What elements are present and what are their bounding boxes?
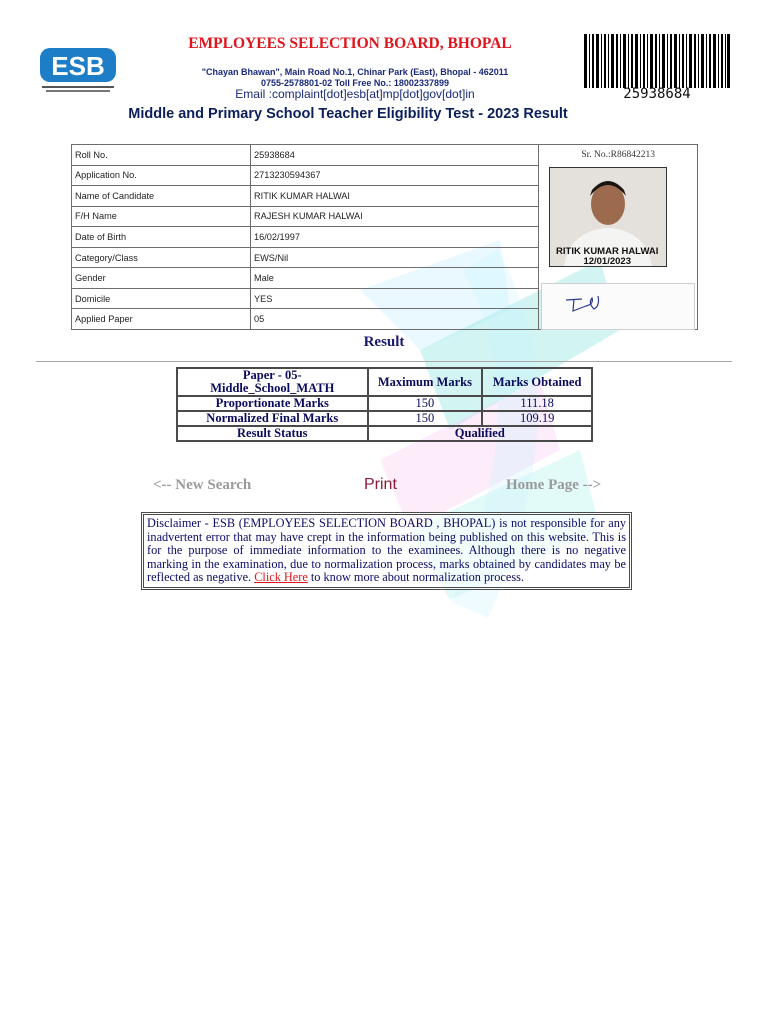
disclaimer-box bbox=[141, 512, 632, 590]
photo-cell bbox=[539, 145, 698, 330]
row-value: EWS/Nil bbox=[251, 247, 539, 268]
address-line-1: "Chayan Bhawan", Main Road No.1, Chinar Park (East), Bhopal - 462011 bbox=[201, 67, 509, 77]
paper-header: Paper - 05- Middle_School_MATH bbox=[177, 368, 368, 396]
svg-text:ESB: ESB bbox=[51, 51, 105, 81]
row-label: Category/Class bbox=[72, 247, 251, 268]
result-status-label: Result Status bbox=[177, 426, 368, 441]
result-table bbox=[176, 367, 593, 442]
result-status-value: Qualified bbox=[368, 426, 592, 441]
table-row bbox=[177, 411, 592, 426]
row-label: F/H Name bbox=[72, 206, 251, 227]
divider bbox=[36, 361, 732, 362]
barcode-number: 25938684 bbox=[623, 86, 691, 102]
marks-row-label: Normalized Final Marks bbox=[177, 411, 368, 426]
esb-logo bbox=[38, 44, 118, 96]
print-button[interactable]: Print bbox=[364, 476, 397, 493]
row-label: Application No. bbox=[72, 165, 251, 186]
max-marks-header: Maximum Marks bbox=[368, 368, 483, 396]
address bbox=[150, 67, 560, 89]
disclaimer-text: Disclaimer - ESB (EMPLOYEES SELECTION BOARD , BHOPAL) is not responsible for any inadvertent error that may have crept in the information being published on this website. This is for the purpose of immediate information to the examinees. Although there is no negative marking in the examination, due to normalization process, marks obtained by candidates may be reflected as negative. bbox=[147, 516, 626, 584]
row-value: 16/02/1997 bbox=[251, 227, 539, 248]
result-heading: Result bbox=[363, 334, 405, 350]
table-row bbox=[72, 145, 698, 166]
photo-caption-name: RITIK KUMAR HALWAI bbox=[556, 246, 659, 257]
row-label: Name of Candidate bbox=[72, 186, 251, 207]
candidate-details-table bbox=[71, 144, 698, 330]
row-label: Applied Paper bbox=[72, 309, 251, 330]
row-label: Gender bbox=[72, 268, 251, 289]
signature-box bbox=[541, 283, 695, 330]
row-value: YES bbox=[251, 288, 539, 309]
serial-number: Sr. No.:R86842213 bbox=[581, 150, 655, 160]
row-value: RITIK KUMAR HALWAI bbox=[251, 186, 539, 207]
marks-obtained-header: Marks Obtained bbox=[482, 368, 592, 396]
marks-row-label: Proportionate Marks bbox=[177, 396, 368, 411]
barcode bbox=[584, 34, 730, 88]
disclaimer-after-link: to know more about normalization process. bbox=[310, 570, 524, 584]
row-value: Male bbox=[251, 268, 539, 289]
marks-obtained-value: 109.19 bbox=[482, 411, 592, 426]
signature-image bbox=[542, 284, 694, 329]
exam-title: Middle and Primary School Teacher Eligibility Test - 2023 Result bbox=[128, 106, 568, 122]
row-label: Domicile bbox=[72, 288, 251, 309]
photo-caption-date: 12/01/2023 bbox=[583, 256, 631, 267]
email-text: Email :complaint[dot]esb[at]mp[dot]gov[dot]in bbox=[235, 87, 475, 101]
new-search-link[interactable]: <-- New Search bbox=[153, 477, 252, 493]
max-marks-value: 150 bbox=[368, 411, 483, 426]
row-value: 25938684 bbox=[251, 145, 539, 166]
max-marks-value: 150 bbox=[368, 396, 483, 411]
home-page-link[interactable]: Home Page --> bbox=[506, 477, 602, 493]
click-here-link[interactable]: Click Here bbox=[254, 570, 308, 584]
marks-obtained-value: 111.18 bbox=[482, 396, 592, 411]
row-value: 2713230594367 bbox=[251, 165, 539, 186]
row-label: Roll No. bbox=[72, 145, 251, 166]
table-row bbox=[177, 396, 592, 411]
address-line-2: 0755-2578801-02 Toll Free No.: 18002337899 bbox=[261, 78, 449, 88]
result-header-row bbox=[177, 368, 592, 396]
row-label: Date of Birth bbox=[72, 227, 251, 248]
board-name: EMPLOYEES SELECTION BOARD, BHOPAL bbox=[188, 35, 512, 52]
photo-caption bbox=[549, 247, 665, 267]
row-value: RAJESH KUMAR HALWAI bbox=[251, 206, 539, 227]
row-value: 05 bbox=[251, 309, 539, 330]
table-row bbox=[177, 426, 592, 441]
